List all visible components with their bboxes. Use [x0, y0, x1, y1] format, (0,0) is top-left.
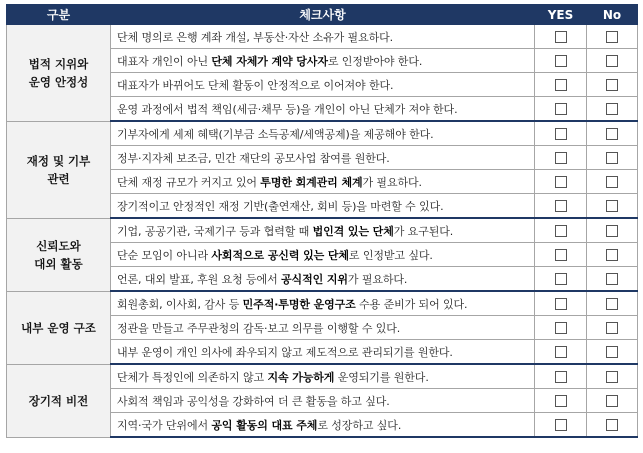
- yes-cell: [535, 389, 587, 413]
- no-checkbox[interactable]: [606, 31, 618, 43]
- yes-checkbox[interactable]: [555, 103, 567, 115]
- checklist-item: [111, 413, 535, 438]
- category-label-line: 관련: [47, 171, 70, 186]
- checklist-item: [111, 243, 535, 267]
- yes-cell: [535, 146, 587, 170]
- table-row: [7, 364, 638, 389]
- category-label-line: 장기적 비전: [28, 393, 89, 408]
- no-checkbox[interactable]: [606, 176, 618, 188]
- no-checkbox[interactable]: [606, 419, 618, 431]
- item-text-after: 가 필요하다.: [347, 272, 408, 286]
- yes-checkbox[interactable]: [555, 395, 567, 407]
- item-text: 장기적이고 안정적인 재정 기반(출연재산, 회비 등)을 마련할 수 있다.: [117, 199, 444, 213]
- no-checkbox[interactable]: [606, 128, 618, 140]
- no-cell: [587, 25, 638, 49]
- yes-cell: [535, 340, 587, 365]
- item-text-after: 로 인정받고 싶다.: [348, 248, 433, 262]
- table-row: [7, 121, 638, 146]
- no-cell: [587, 49, 638, 73]
- yes-cell: [535, 413, 587, 438]
- checklist-item: [111, 364, 535, 389]
- yes-cell: [535, 194, 587, 219]
- category-label-line: 내부 운영 구조: [21, 320, 96, 335]
- item-text: 단체가 특정인에 의존하지 않고: [117, 370, 268, 384]
- yes-cell: [535, 291, 587, 316]
- checklist-item: [111, 170, 535, 194]
- no-cell: [587, 316, 638, 340]
- checklist-item: [111, 389, 535, 413]
- yes-cell: [535, 170, 587, 194]
- item-text: 대표자가 바뀌어도 단체 활동이 안정적으로 이어져야 한다.: [117, 78, 394, 92]
- yes-cell: [535, 316, 587, 340]
- yes-checkbox[interactable]: [555, 79, 567, 91]
- item-emphasis: 공식적인 지위: [281, 272, 348, 286]
- checklist-sheet: [6, 4, 637, 438]
- category-label-line: 대외 활동: [34, 256, 83, 271]
- no-cell: [587, 267, 638, 292]
- checklist-item: [111, 73, 535, 97]
- checklist-item: [111, 267, 535, 292]
- category-cell: [7, 121, 111, 218]
- no-cell: [587, 146, 638, 170]
- yes-checkbox[interactable]: [555, 273, 567, 285]
- no-checkbox[interactable]: [606, 395, 618, 407]
- checklist-item: [111, 121, 535, 146]
- item-text-after: 가 요구된다.: [393, 224, 454, 238]
- no-cell: [587, 243, 638, 267]
- yes-checkbox[interactable]: [555, 322, 567, 334]
- table-row: [7, 218, 638, 243]
- no-checkbox[interactable]: [606, 322, 618, 334]
- checklist-item: [111, 194, 535, 219]
- item-text: 단순 모임이 아니라: [117, 248, 212, 262]
- category-cell: [7, 25, 111, 122]
- item-text: 회원총회, 이사회, 감사 등: [117, 297, 243, 311]
- yes-cell: [535, 25, 587, 49]
- item-text: 정부·지자체 보조금, 민간 재단의 공모사업 참여를 원한다.: [117, 151, 390, 165]
- no-cell: [587, 194, 638, 219]
- yes-cell: [535, 243, 587, 267]
- yes-checkbox[interactable]: [555, 371, 567, 383]
- no-cell: [587, 170, 638, 194]
- item-text: 사회적 책임과 공익성을 강화하여 더 큰 활동을 하고 싶다.: [117, 394, 390, 408]
- item-text-after: 로 성장하고 싶다.: [317, 418, 402, 432]
- no-cell: [587, 340, 638, 365]
- yes-checkbox[interactable]: [555, 419, 567, 431]
- item-text-after: 로 인정받아야 한다.: [327, 54, 423, 68]
- no-checkbox[interactable]: [606, 273, 618, 285]
- no-cell: [587, 364, 638, 389]
- item-text: 내부 운영이 개인 의사에 좌우되지 않고 제도적으로 관리되기를 원한다.: [117, 345, 453, 359]
- no-cell: [587, 291, 638, 316]
- checklist-table: [6, 4, 638, 438]
- yes-checkbox[interactable]: [555, 346, 567, 358]
- header-yes: YES: [535, 5, 587, 25]
- no-checkbox[interactable]: [606, 249, 618, 261]
- no-checkbox[interactable]: [606, 371, 618, 383]
- yes-cell: [535, 364, 587, 389]
- item-emphasis: 법인격 있는 단체: [312, 224, 394, 238]
- checklist-item: [111, 97, 535, 122]
- item-text: 운영 과정에서 법적 책임(세금·채무 등)을 개인이 아닌 단체가 져야 한다.: [117, 102, 458, 116]
- header-category: 구분: [7, 5, 111, 25]
- checklist-body: [7, 25, 638, 438]
- item-text: 기업, 공공기관, 국제기구 등과 협력할 때: [117, 224, 313, 238]
- yes-checkbox[interactable]: [555, 128, 567, 140]
- table-row: [7, 291, 638, 316]
- no-cell: [587, 73, 638, 97]
- yes-cell: [535, 121, 587, 146]
- no-checkbox[interactable]: [606, 79, 618, 91]
- no-cell: [587, 121, 638, 146]
- category-label-line: 법적 지위와: [28, 56, 89, 71]
- no-checkbox[interactable]: [606, 200, 618, 212]
- item-text-after: 가 필요하다.: [362, 175, 422, 189]
- checklist-item: [111, 316, 535, 340]
- item-text: 단체 재정 규모가 커지고 있어: [117, 175, 261, 189]
- yes-checkbox[interactable]: [555, 249, 567, 261]
- yes-cell: [535, 97, 587, 122]
- no-checkbox[interactable]: [606, 346, 618, 358]
- no-cell: [587, 389, 638, 413]
- yes-checkbox[interactable]: [555, 176, 567, 188]
- no-checkbox[interactable]: [606, 55, 618, 67]
- yes-checkbox[interactable]: [555, 298, 567, 310]
- no-checkbox[interactable]: [606, 103, 618, 115]
- category-cell: [7, 291, 111, 364]
- yes-cell: [535, 218, 587, 243]
- yes-checkbox[interactable]: [555, 31, 567, 43]
- item-text: 지역·국가 단위에서: [117, 418, 212, 432]
- header-checklist: 체크사항: [111, 5, 535, 25]
- category-label-line: 신뢰도와: [36, 238, 81, 253]
- checklist-item: [111, 146, 535, 170]
- yes-cell: [535, 49, 587, 73]
- item-emphasis: 사회적으로 공신력 있는 단체: [211, 248, 349, 262]
- item-emphasis: 공익 활동의 대표 주체: [211, 418, 318, 432]
- yes-cell: [535, 73, 587, 97]
- item-text-after: 운영되기를 원한다.: [334, 370, 429, 384]
- item-emphasis: 민주적·투명한 운영구조: [242, 297, 356, 311]
- category-cell: [7, 364, 111, 437]
- no-cell: [587, 218, 638, 243]
- no-checkbox[interactable]: [606, 152, 618, 164]
- item-emphasis: 투명한 회계관리 체계: [260, 175, 363, 189]
- checklist-item: [111, 49, 535, 73]
- no-cell: [587, 97, 638, 122]
- yes-checkbox[interactable]: [555, 55, 567, 67]
- item-text: 단체 명의로 은행 계좌 개설, 부동산·자산 소유가 필요하다.: [117, 30, 394, 44]
- item-text: 대표자 개인이 아닌: [117, 54, 212, 68]
- yes-cell: [535, 267, 587, 292]
- header-no: No: [587, 5, 638, 25]
- no-cell: [587, 413, 638, 438]
- item-emphasis: 단체 자체가 계약 당사자: [211, 54, 328, 68]
- yes-checkbox[interactable]: [555, 200, 567, 212]
- category-cell: [7, 218, 111, 291]
- table-row: [7, 25, 638, 49]
- item-text-after: 수용 준비가 되어 있다.: [355, 297, 468, 311]
- checklist-item: [111, 218, 535, 243]
- yes-checkbox[interactable]: [555, 225, 567, 237]
- category-label-line: 운영 안정성: [28, 74, 89, 89]
- yes-checkbox[interactable]: [555, 152, 567, 164]
- category-label-line: 재정 및 기부: [26, 153, 91, 168]
- item-text: 기부자에게 세제 혜택(기부금 소득공제/세액공제)을 제공해야 한다.: [117, 127, 434, 141]
- no-checkbox[interactable]: [606, 225, 618, 237]
- item-emphasis: 지속 가능하게: [267, 370, 335, 384]
- checklist-item: [111, 291, 535, 316]
- item-text: 정관을 만들고 주무관청의 감독·보고 의무를 이행할 수 있다.: [117, 321, 401, 335]
- checklist-item: [111, 340, 535, 365]
- checklist-item: [111, 25, 535, 49]
- no-checkbox[interactable]: [606, 298, 618, 310]
- item-text: 언론, 대외 발표, 후원 요청 등에서: [117, 272, 282, 286]
- header-row: [7, 5, 638, 25]
